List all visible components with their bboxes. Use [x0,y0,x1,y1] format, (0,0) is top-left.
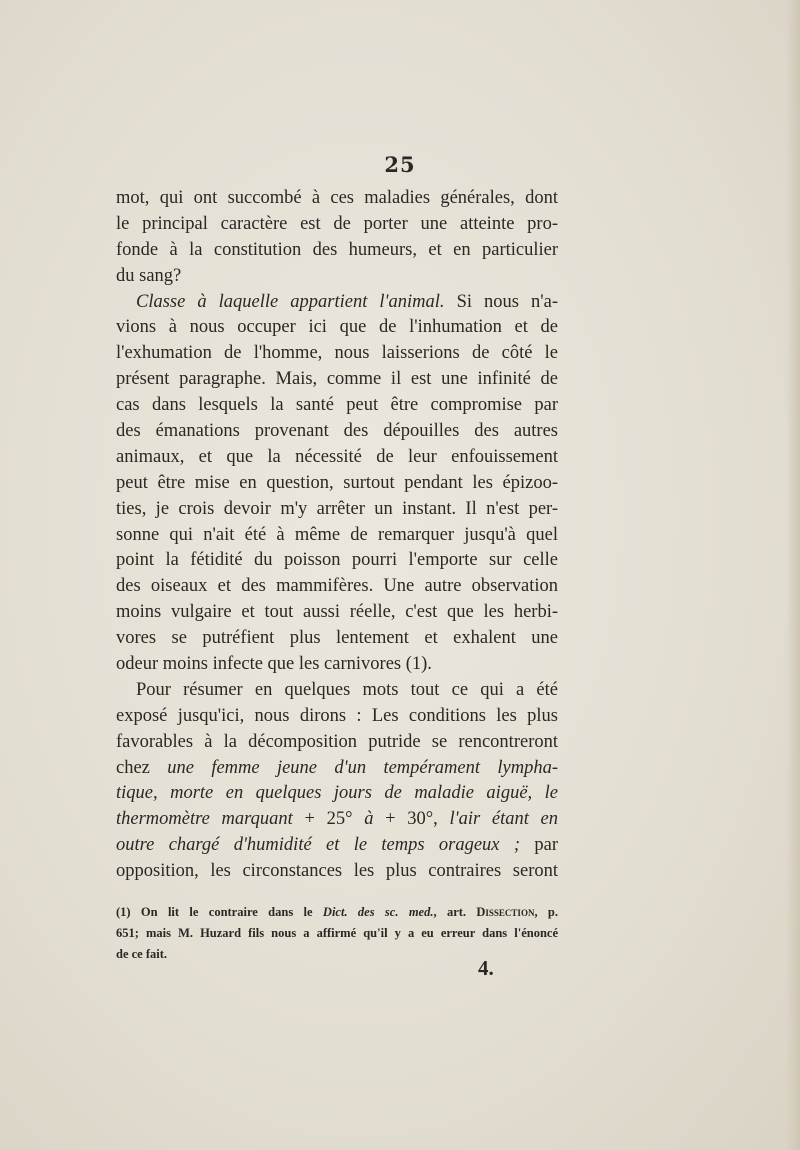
text-line: point la fétidité du poisson pourri l'emporte sur celle [116,550,558,571]
italic-fragment: à [364,809,374,830]
text-line: vions à nous occuper ici que de l'inhumation et de [116,317,558,338]
text-line: tique, morte en quelques jours de maladie aiguë, le [116,783,558,804]
text-fragment: + 25° [292,809,365,830]
text-line: ties, je crois devoir m'y arrêter un instant. Il n'est per- [116,498,558,519]
text-line: favorables à la décomposition putride se rencontreront [116,731,558,752]
text-line: présent paragraphe. Mais, comme il est une infinité de [116,369,558,390]
text-fragment: , p. [534,905,559,919]
text-fragment: chez [116,757,168,778]
text-line: du sang? [116,265,182,286]
section-heading: Classe à laquelle appartient l'animal. [136,291,445,312]
text-fragment: , art. [433,905,477,919]
text-line: vores se putréfient plus lentement et exhalent une [116,628,558,649]
italic-fragment: Dict. des sc. med. [322,905,434,919]
italic-fragment: une femme jeune d'un tempérament lympha- [167,757,559,778]
text-line: sonne qui n'ait été à même de remarquer jusqu'à quel [116,524,558,545]
text-line: moins vulgaire et tout aussi réelle, c'est que les herbi- [116,602,558,623]
text-line: cas dans lesquels la santé peut être compromise par [116,395,558,416]
text-line: l'exhumation de l'homme, nous laisserions de côté le [116,343,558,364]
text-line [116,756,558,782]
text-line: animaux, et que la nécessité de leur enfouissement [116,446,558,467]
text-line: le principal caractère est de porter une atteinte pro- [116,213,558,234]
text-fragment: (1) On lit le contraire dans le [116,905,323,919]
text-line: mot, qui ont succombé à ces maladies générales, dont [116,188,558,208]
italic-fragment: outre chargé d'humidité et le temps orageux ; [116,835,521,856]
footnote-line: de ce fait. [116,947,168,961]
text-fragment: Si nous n'a- [444,291,559,312]
text-line: opposition, les circonstances les plus contraires seront [116,861,558,882]
text-line: odeur moins infecte que les carnivores (1). [116,654,432,675]
italic-fragment: l'air étant en [449,809,558,830]
text-line: Pour résumer en quelques mots tout ce qui a été [136,679,558,700]
text-line: exposé jusqu'ici, nous dirons : Les conditions les plus [116,705,558,726]
body-text [116,186,558,885]
text-line: des oiseaux et des mammifères. Une autre observation [116,576,558,597]
page-number: 25 [384,152,416,177]
footnote-line [116,902,558,923]
footnote-line: 651; mais M. Huzard fils nous a affirmé qu'il y a eu erreur dans l'énoncé [116,926,558,940]
text-line [116,833,558,859]
text-line [116,807,558,833]
text-line: peut être mise en question, surtout pendant les épizoo- [116,472,558,493]
small-caps-fragment: Dissection [476,905,535,919]
text-line: fonde à la constitution des humeurs, et en particulier [116,239,558,260]
text-fragment: par [520,835,558,856]
text-fragment: + 30°, [373,809,450,830]
signature-mark: 4. [478,956,494,980]
text-line: des émanations provenant des dépouilles des autres [116,421,558,442]
section-heading-line [116,290,558,316]
italic-fragment: thermomètre marquant [116,809,293,830]
